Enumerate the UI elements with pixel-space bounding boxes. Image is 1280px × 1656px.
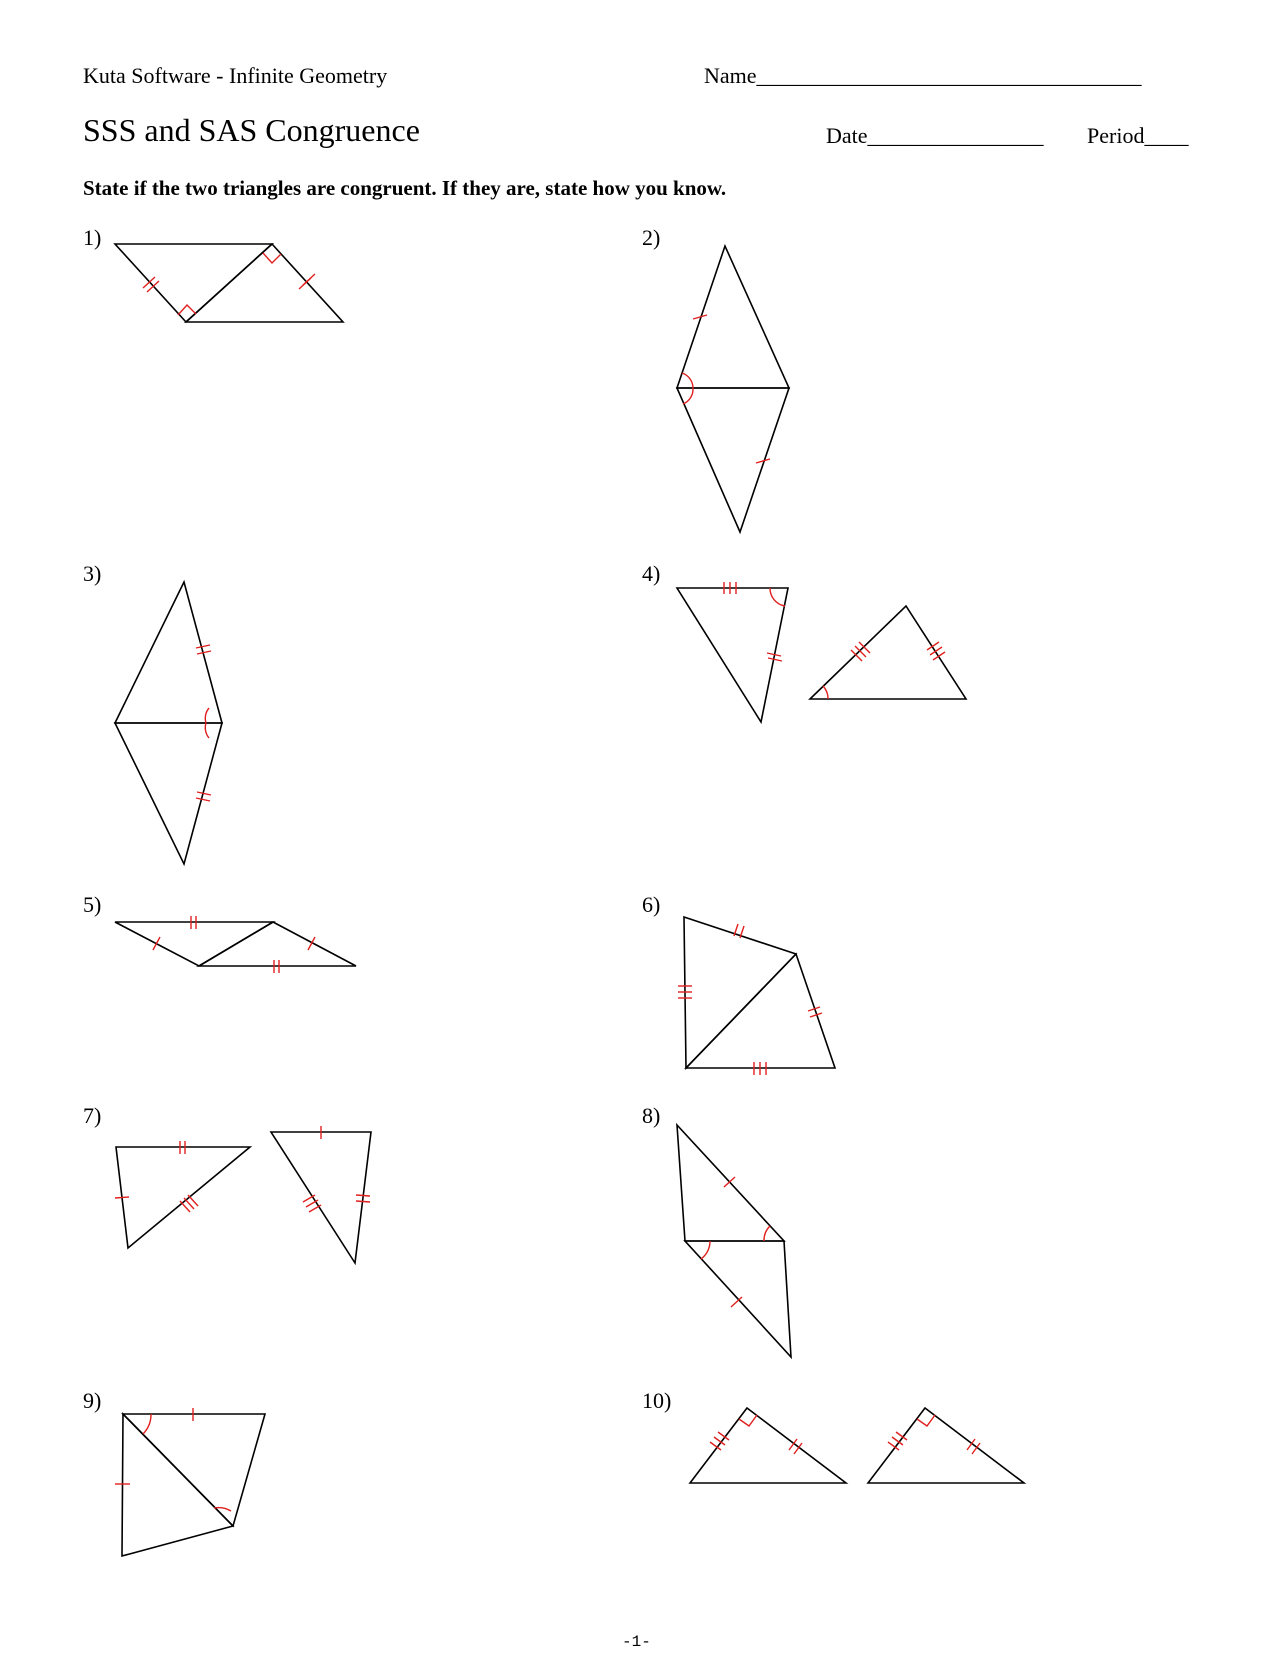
angle-arc-mark	[764, 1226, 770, 1241]
figure-10	[690, 1408, 1024, 1483]
figure-2-triangle-bottom	[677, 388, 789, 532]
angle-arc-mark	[701, 1241, 710, 1259]
angle-arc-mark	[143, 1414, 151, 1434]
tick-mark	[153, 937, 160, 950]
angle-arc-mark	[205, 723, 209, 738]
problem-number-10: 10)	[642, 1388, 672, 1413]
figure-10-triangle-left	[690, 1408, 846, 1483]
figure-8-triangle-top	[677, 1125, 784, 1241]
problem-number-6: 6)	[642, 892, 661, 917]
figure-5-triangle-right	[199, 922, 356, 966]
right-angle-mark	[178, 305, 196, 315]
figure-7-triangle-right	[271, 1132, 371, 1263]
figure-6-triangle-bottom	[686, 954, 835, 1068]
page-number: -1-	[622, 1633, 651, 1651]
angle-arc-mark	[683, 388, 693, 404]
triple-tick-mark	[851, 642, 870, 661]
problem-number-4: 4)	[642, 561, 661, 586]
figure-2-triangle-top	[677, 246, 789, 388]
angle-arc-mark	[770, 588, 785, 606]
figure-7-triangle-left	[116, 1147, 250, 1248]
figure-1	[115, 244, 343, 322]
right-angle-mark	[917, 1415, 935, 1426]
worksheet-title: SSS and SAS Congruence	[83, 112, 420, 148]
triple-tick-mark	[927, 642, 945, 660]
problem-number-3: 3)	[83, 561, 102, 586]
instructions: State if the two triangles are congruent. If they are, state how you know.	[83, 176, 727, 200]
date-field[interactable]: Date________________	[826, 123, 1044, 148]
problem-number-2: 2)	[642, 225, 661, 250]
figure-7	[115, 1126, 371, 1263]
figure-9-triangle-bottom	[122, 1414, 233, 1556]
figure-4	[677, 582, 966, 722]
right-angle-mark	[263, 253, 281, 263]
figure-9	[115, 1408, 265, 1556]
angle-arc-mark	[205, 708, 209, 723]
problem-number-7: 7)	[83, 1103, 102, 1128]
double-tick-mark	[196, 645, 211, 654]
problem-number-1: 1)	[83, 225, 102, 250]
figure-6-triangle-top	[684, 917, 796, 1068]
figure-1-triangle-left	[115, 244, 272, 322]
double-tick-mark	[196, 792, 211, 801]
figure-8	[677, 1125, 791, 1357]
figure-4-triangle-right	[810, 606, 966, 699]
triple-tick-mark	[303, 1195, 321, 1212]
figure-5	[115, 916, 356, 973]
figure-4-triangle-left	[677, 588, 788, 722]
right-angle-mark	[739, 1415, 757, 1426]
problem-number-9: 9)	[83, 1388, 102, 1413]
figure-9-triangle-top	[123, 1414, 265, 1526]
angle-arc-mark	[682, 373, 693, 388]
problem-number-5: 5)	[83, 892, 102, 917]
name-field[interactable]: Name___________________________________	[704, 63, 1142, 88]
tick-mark	[115, 1197, 129, 1198]
figure-10-triangle-right	[868, 1408, 1024, 1483]
period-field[interactable]: Period____	[1087, 123, 1189, 148]
figure-3	[115, 582, 222, 864]
figure-2	[677, 246, 789, 532]
figure-6	[678, 917, 835, 1075]
figure-5-triangle-left	[115, 922, 273, 966]
problem-number-8: 8)	[642, 1103, 661, 1128]
angle-arc-mark	[823, 686, 828, 699]
software-label: Kuta Software - Infinite Geometry	[83, 63, 388, 88]
